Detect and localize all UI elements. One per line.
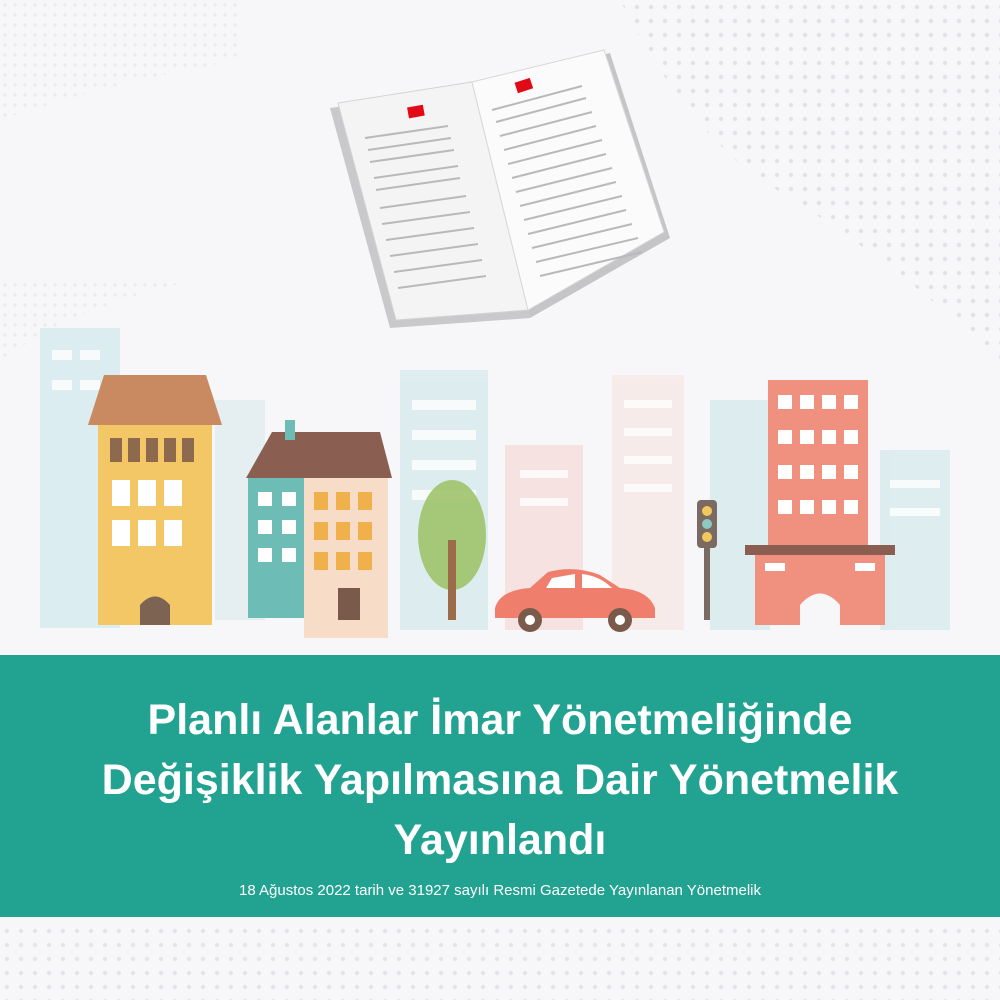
headline-line-1: Planlı Alanlar İmar Yönetmeliğinde — [147, 696, 853, 744]
headline-line-2: Değişiklik Yapılmasına Dair Yönetmelik — [101, 756, 899, 804]
subheadline: 18 Ağustos 2022 tarih ve 31927 sayılı Resmi Gazetede Yayınlanan Yönetmelik — [239, 882, 761, 899]
open-gazette-icon — [320, 48, 680, 328]
headline — [30, 690, 970, 870]
city-skyline-icon — [0, 320, 1000, 660]
headline-line-3: Yayınlandı — [393, 816, 607, 864]
